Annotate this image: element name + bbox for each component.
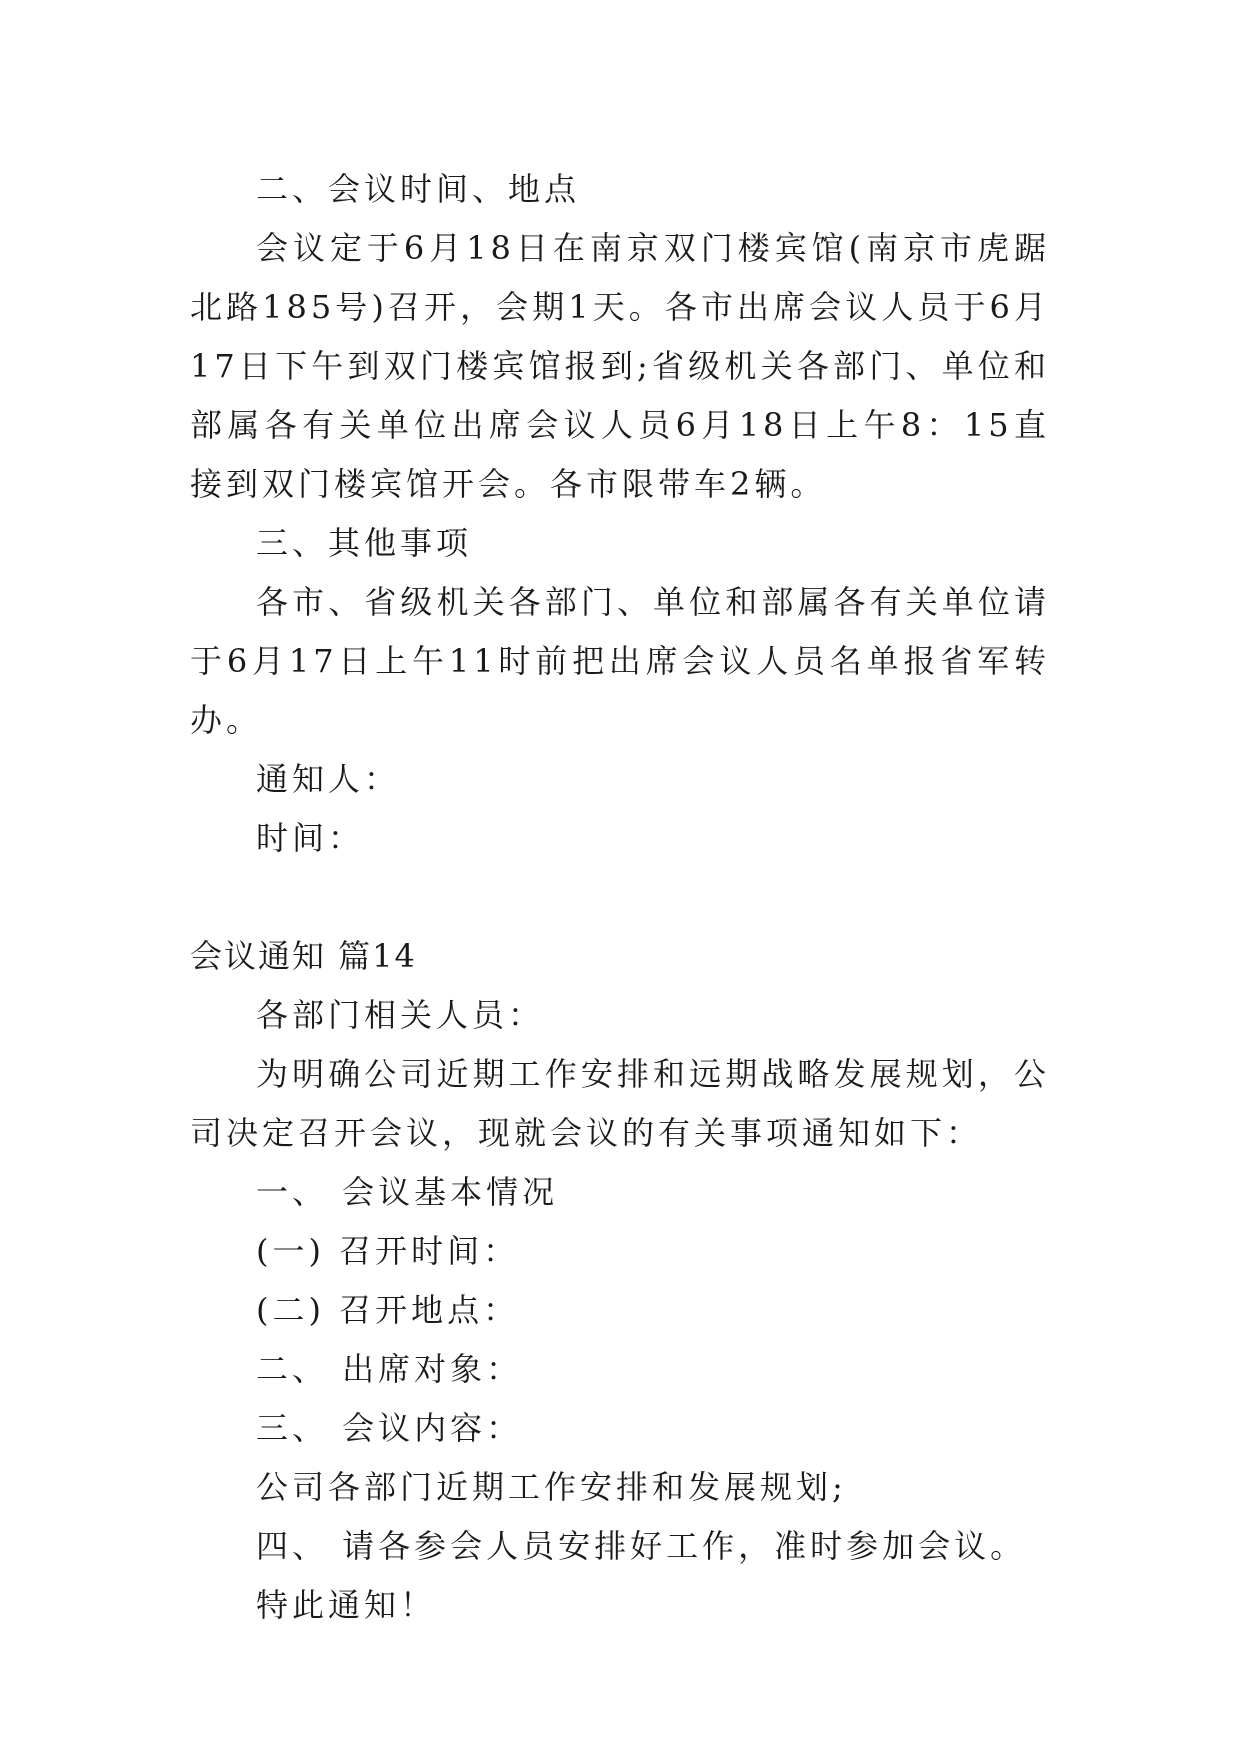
paragraph-intro: 为明确公司近期工作安排和远期战略发展规划，公司决定召开会议，现就会议的有关事项通知如下： bbox=[190, 1055, 1050, 1152]
item-arrange-work: 四、 请各参会人员安排好工作，准时参加会议。 bbox=[256, 1527, 1027, 1565]
document-body bbox=[190, 160, 1050, 1635]
salutation: 各部门相关人员： bbox=[256, 996, 545, 1034]
item-meeting-content: 三、 会议内容： bbox=[256, 1409, 523, 1447]
notifier-line: 通知人： bbox=[256, 760, 401, 798]
heading-other-matters: 三、其他事项 bbox=[256, 524, 473, 562]
section-title: 会议通知 篇14 bbox=[190, 937, 417, 975]
item-attendees: 二、 出席对象： bbox=[256, 1350, 523, 1388]
paragraph-time-place: 会议定于6月18日在南京双门楼宾馆(南京市虎踞北路185号)召开，会期1天。各市出席会议人员于6月17日下午到双门楼宾馆报到;省级机关各部门、单位和部属各有关单位出席会议人员6月18日上午8：15直接到双门楼宾馆开会。各市限带车2辆。 bbox=[190, 229, 1050, 503]
heading-time-place: 二、会议时间、地点 bbox=[256, 170, 581, 208]
paragraph-other-matters: 各市、省级机关各部门、单位和部属各有关单位请于6月17日上午11时前把出席会议人员名单报省军转办。 bbox=[190, 583, 1050, 739]
item-meeting-time: (一) 召开时间： bbox=[256, 1232, 520, 1270]
item-meeting-place: (二) 召开地点： bbox=[256, 1291, 520, 1329]
content-line: 公司各部门近期工作安排和发展规划; bbox=[256, 1468, 847, 1506]
time-line: 时间： bbox=[256, 819, 365, 857]
closing-line: 特此通知！ bbox=[256, 1586, 437, 1624]
item-basic-info: 一、 会议基本情况 bbox=[256, 1173, 559, 1211]
section-spacer bbox=[190, 868, 1050, 927]
